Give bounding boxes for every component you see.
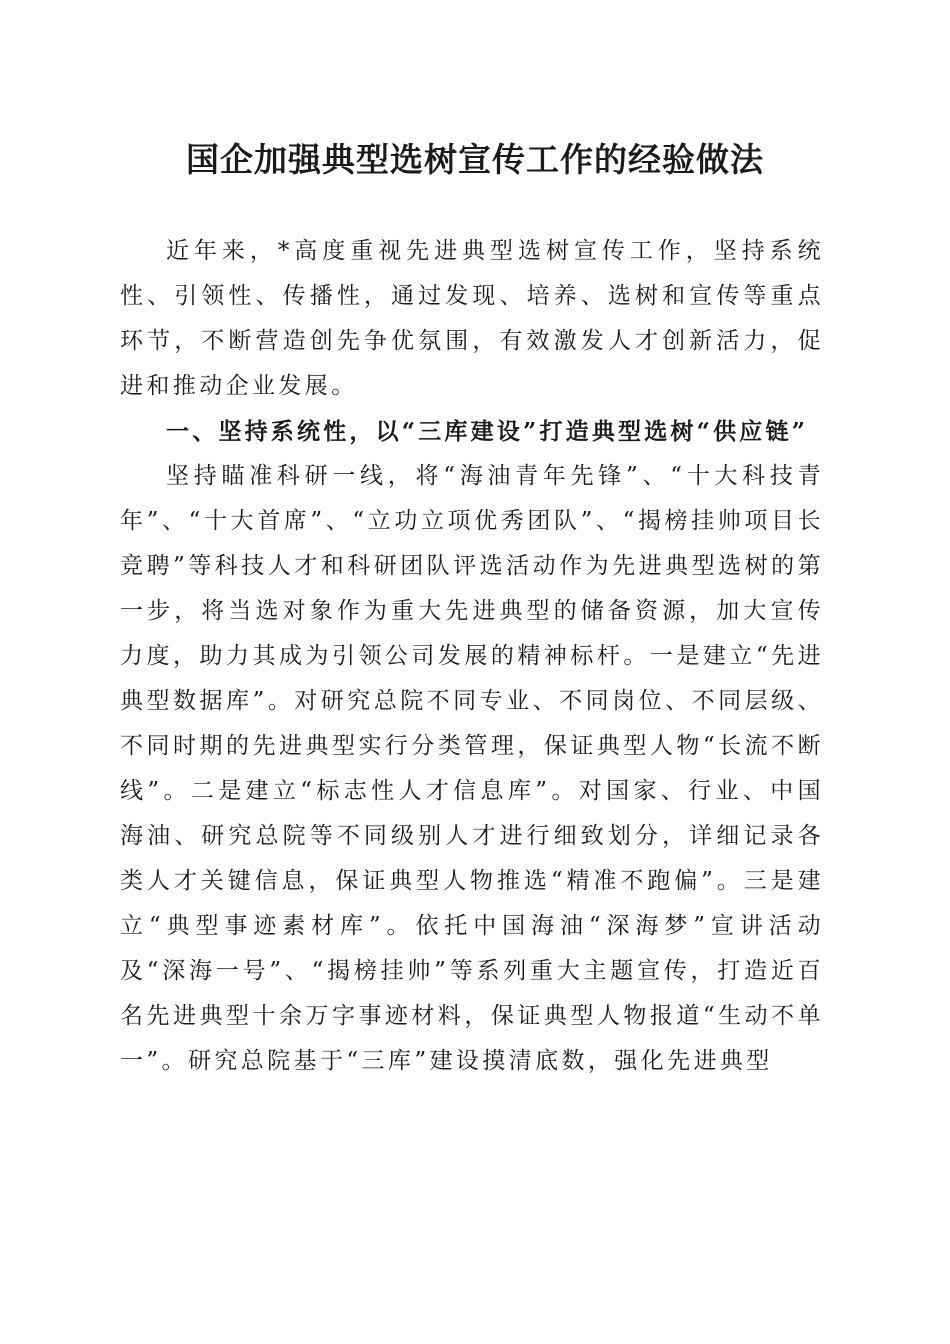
document-body <box>120 229 824 1084</box>
body-paragraph: 坚持瞄准科研一线，将“海油青年先锋”、“十大科技青年”、“十大首席”、“立功立项优秀团队”、“揭榜挂帅项目长竞聘”等科技人才和科研团队评选活动作为先进典型选树的第一步，将当选对象作为重大先进典型的储备资源，加大宣传力度，助力其成为引领公司发展的精神标杆。一是建立“先进典型数据库”。对研究总院不同专业、不同岗位、不同层级、不同时期的先进典型实行分类管理，保证典型人物“长流不断线”。二是建立“标志性人才信息库”。对国家、行业、中国海油、研究总院等不同级别人才进行细致划分，详细记录各类人才关键信息，保证典型人物推选“精准不跑偏”。三是建立“典型事迹素材库”。依托中国海油“深海梦”宣讲活动及“深海一号”、“揭榜挂帅”等系列重大主题宣传，打造近百名先进典型十余万字事迹材料，保证典型人物报道“生动不单一”。研究总院基于“三库”建设摸清底数，强化先进典型 <box>120 463 824 1074</box>
document-title: 国企加强典型选树宣传工作的经验做法 <box>186 140 764 179</box>
intro-paragraph: 近年来，*高度重视先进典型选树宣传工作，坚持系统性、引领性、传播性，通过发现、培养、选树和宣传等重点环节，不断营造创先争优氛围，有效激发人才创新活力，促进和推动企业发展。 <box>120 238 824 399</box>
section-heading-1: 一、坚持系统性，以“三库建设”打造典型选树“供应链” <box>166 418 809 445</box>
